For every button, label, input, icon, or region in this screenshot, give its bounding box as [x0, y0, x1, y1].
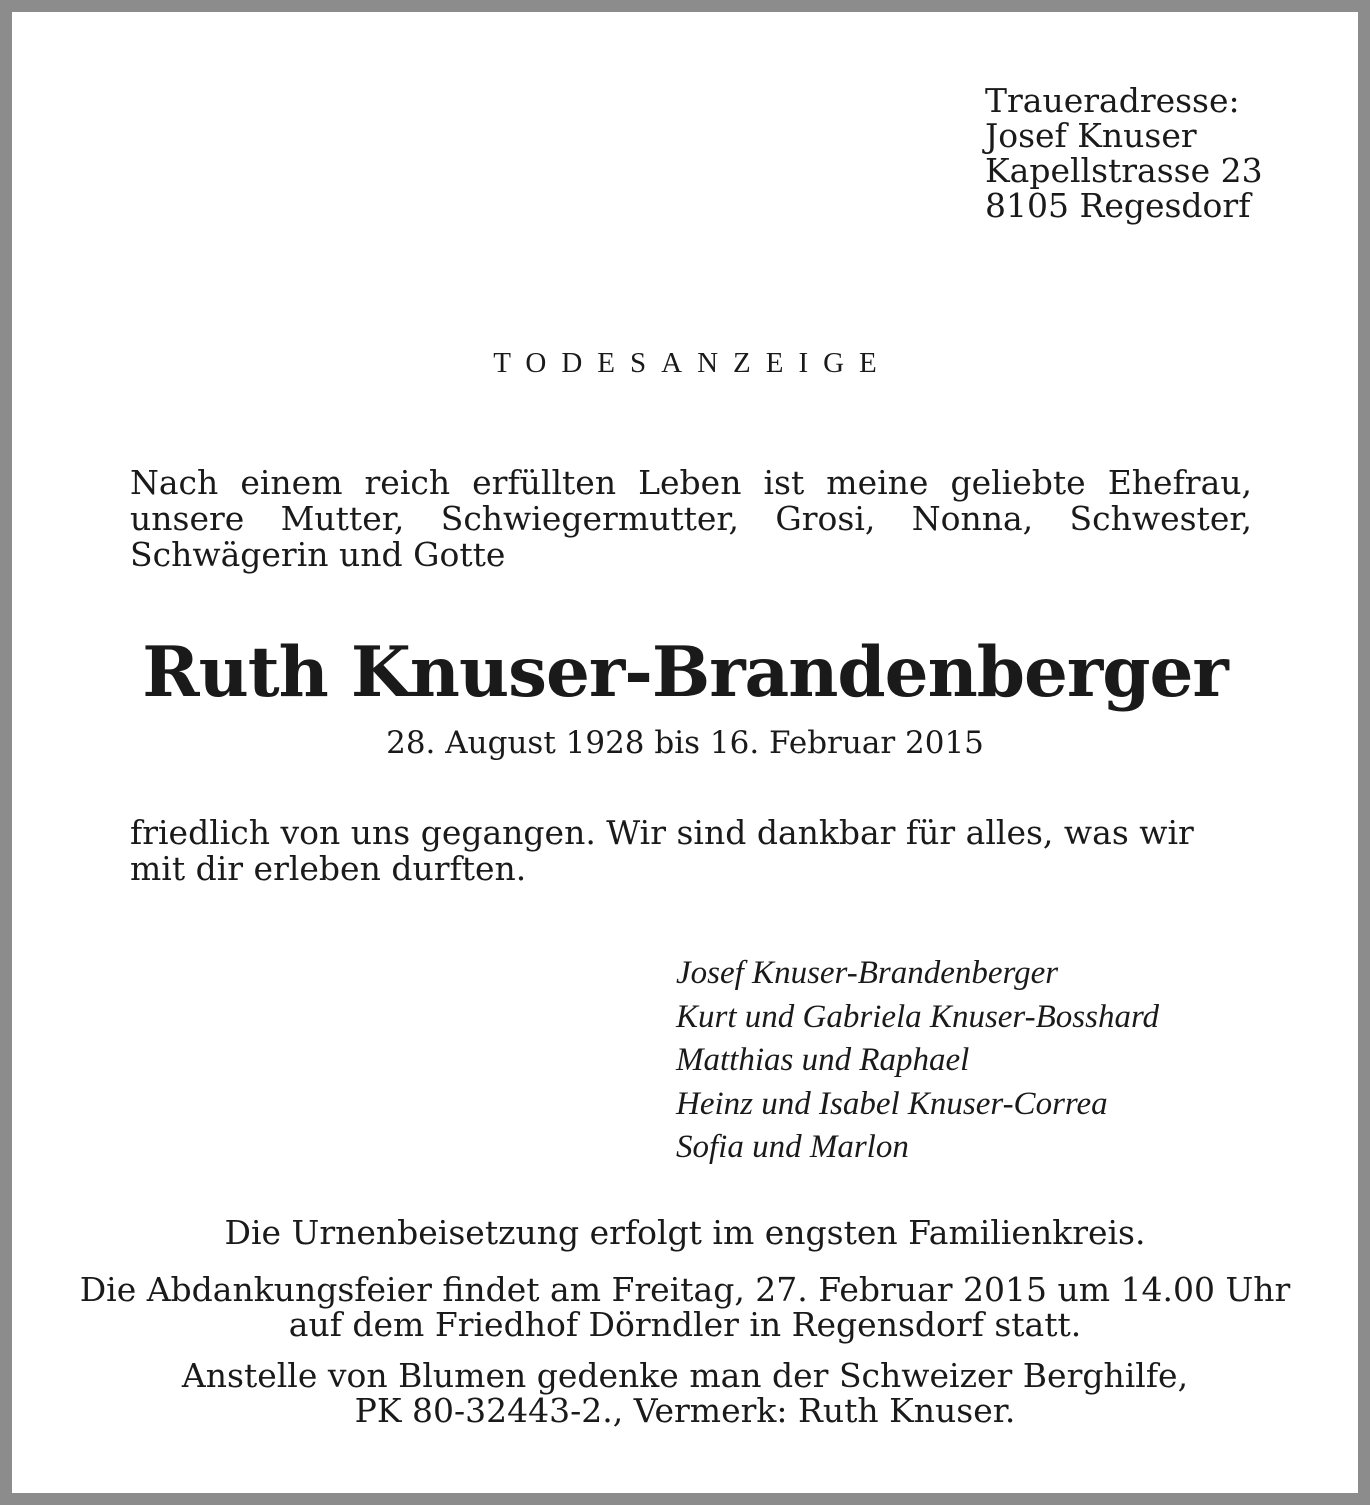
donation-line-1: Anstelle von Blumen gedenke man der Schweizer Berghilfe, — [181, 1356, 1189, 1395]
burial-text: Die Urnenbeisetzung erfolgt im engsten Familienkreis. — [224, 1213, 1146, 1252]
ceremony-line-1: Die Abdankungsfeier findet am Freitag, 27. Februar 2015 um 14.00 Uhr — [79, 1270, 1291, 1309]
mourner-name: Kurt und Gabriela Knuser-Bosshard — [676, 998, 1160, 1035]
intro-paragraph: Nach einem reich erfüllten Leben ist meine geliebte Ehefrau, unsere Mutter, Schwiegermutter, Grosi, Nonna, Schwester, Schwägerin und Gotte — [130, 463, 1252, 574]
deceased-name: Ruth Knuser-Brandenberger — [142, 632, 1228, 713]
ceremony-line-2: auf dem Friedhof Dörndler in Regensdorf statt. — [288, 1305, 1082, 1344]
address-label: Traueradresse: — [985, 81, 1240, 120]
mourner-name: Matthias und Raphael — [676, 1042, 970, 1078]
mourner-name: Josef Knuser-Brandenberger — [676, 955, 1059, 991]
donation-notice — [12, 1358, 1358, 1428]
life-dates: 28. August 1928 bis 16. Februar 2015 — [386, 725, 984, 761]
mourner-name: Heinz und Isabel Knuser-Correa — [676, 1085, 1108, 1122]
burial-notice — [12, 1215, 1358, 1250]
donation-line-2: PK 80-32443-2., Vermerk: Ruth Knuser. — [354, 1391, 1016, 1430]
outro-paragraph: friedlich von uns gegangen. Wir sind dankbar für alles, was wir mit dir erleben durften. — [130, 813, 1194, 888]
address-name: Josef Knuser — [985, 116, 1197, 155]
address-street: Kapellstrasse 23 — [985, 151, 1263, 190]
address-city: 8105 Regesdorf — [985, 186, 1251, 225]
mourners-list — [676, 952, 1159, 1170]
mourner-name: Sofia und Marlon — [676, 1129, 909, 1165]
ceremony-notice — [12, 1272, 1358, 1342]
notice-heading: TODESANZEIGE — [493, 347, 892, 379]
mourning-address — [985, 83, 1263, 223]
